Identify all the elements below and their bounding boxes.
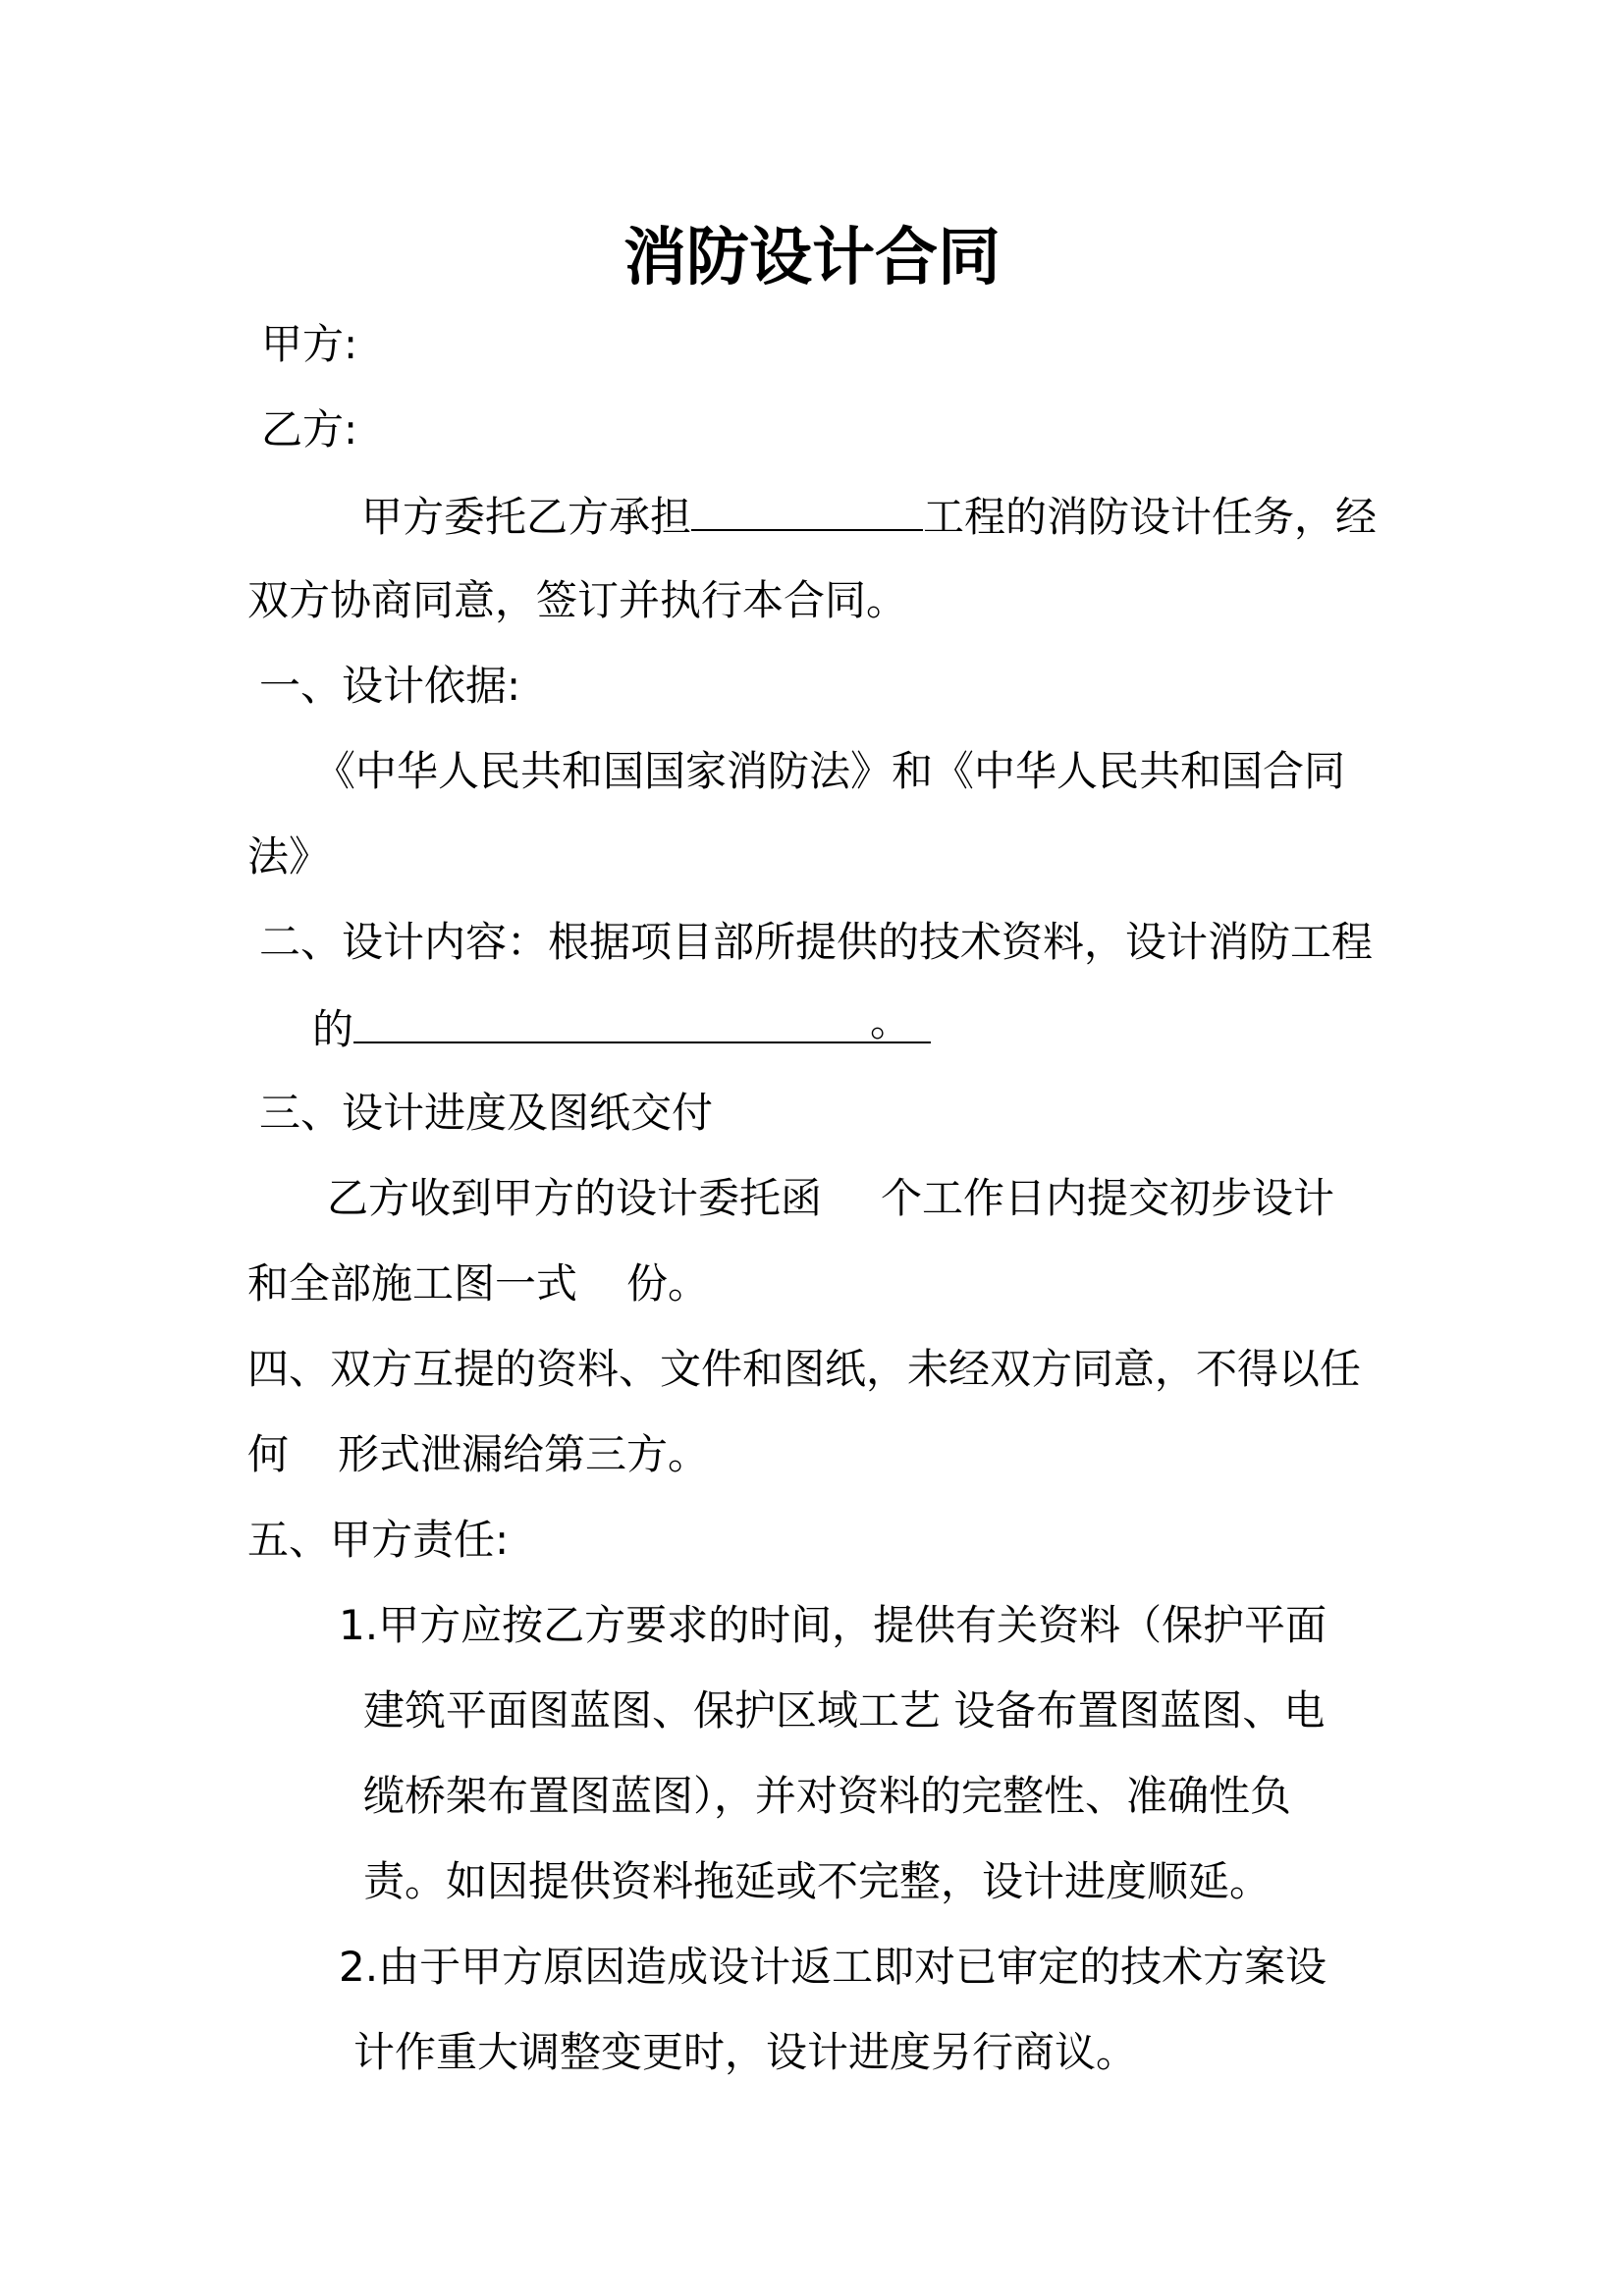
section-4-text-a: 何 xyxy=(247,1430,290,1478)
item-1-line-1: 1.甲方应按乙方要求的时间，提供有关资料（保护平面 xyxy=(339,1601,1327,1649)
section-3-heading: 三、设计进度及图纸交付 xyxy=(259,1089,714,1137)
section-1-line-2: 法》 xyxy=(247,832,331,881)
project-name-blank xyxy=(691,490,923,531)
section-1-line-1: 《中华人民共和国国家消防法》和《中华人民共和国合同 xyxy=(314,747,1346,795)
item-1-line-2: 建筑平面图蓝图、保护区域工艺 设备布置图蓝图、电 xyxy=(363,1686,1326,1735)
intro-line-1 xyxy=(361,490,1377,543)
section-5-heading: 五、甲方责任: xyxy=(247,1516,510,1564)
party-b-label: 乙方: xyxy=(261,405,358,454)
section-3-text-a: 乙方收到甲方的设计委托函 xyxy=(327,1174,823,1222)
section-4-line-2 xyxy=(247,1429,709,1480)
item-1-line-3: 缆桥架布置图蓝图），并对资料的完整性、准确性负 xyxy=(363,1772,1292,1820)
document-title: 消防设计合同 xyxy=(623,222,1001,294)
section-2-line-1: 二、设计内容：根据项目部所提供的技术资料，设计消防工程 xyxy=(259,918,1374,966)
intro-text-post: 工程的消防设计任务，经 xyxy=(923,493,1378,541)
section-2-period: 。 xyxy=(870,997,912,1045)
section-2-line-2 xyxy=(312,997,931,1055)
section-2-text-pre: 的 xyxy=(312,1005,354,1053)
section-1-heading: 一、设计依据: xyxy=(259,662,521,710)
item-2-line-1: 2.由于甲方原因造成设计返工即对已审定的技术方案设 xyxy=(339,1943,1327,1991)
intro-line-2: 双方协商同意，签订并执行本合同。 xyxy=(247,576,908,624)
section-3-text-d: 份。 xyxy=(626,1259,710,1308)
section-4-text-b: 形式泄漏给第三方。 xyxy=(338,1430,710,1478)
section-3-line-1 xyxy=(327,1173,1334,1224)
section-4-line-1: 四、双方互提的资料、文件和图纸，未经双方同意，不得以任 xyxy=(247,1345,1362,1393)
section-3-text-c: 和全部施工图一式 xyxy=(247,1259,578,1308)
party-a-label: 甲方: xyxy=(261,320,358,368)
section-3-line-2 xyxy=(247,1258,709,1309)
design-content-blank xyxy=(353,997,931,1045)
item-1-line-4: 责。如因提供资料拖延或不完整，设计进度顺延。 xyxy=(363,1857,1272,1905)
item-2-line-2: 计作重大调整变更时，设计进度另行商议。 xyxy=(353,2028,1138,2076)
section-3-text-b: 个工作日内提交初步设计 xyxy=(881,1174,1335,1222)
intro-text-pre: 甲方委托乙方承担 xyxy=(361,493,692,541)
